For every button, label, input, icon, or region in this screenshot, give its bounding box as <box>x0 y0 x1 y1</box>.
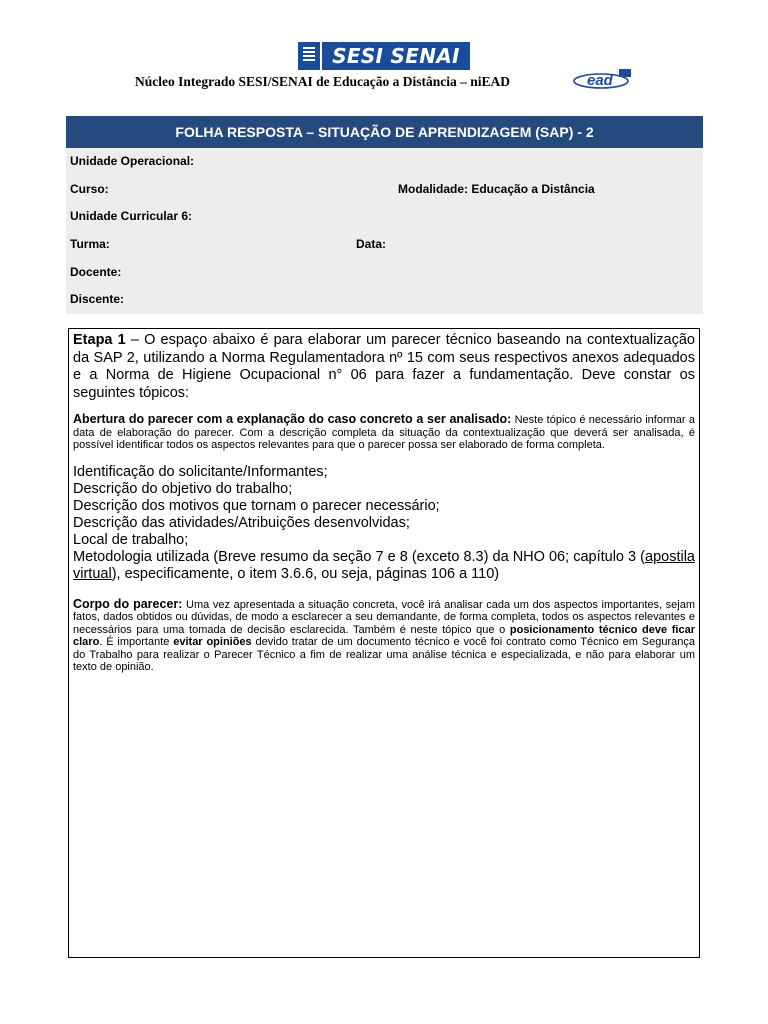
corpo-text-2: . É importante <box>99 636 174 648</box>
list-item: Descrição do objetivo do trabalho; <box>73 480 293 497</box>
corpo-label: Corpo do parecer: <box>73 596 183 611</box>
row-docente <box>66 259 703 287</box>
sheet-title: FOLHA RESPOSTA – SITUAÇÃO DE APRENDIZAGEM (SAP) - 2 <box>66 116 703 148</box>
etapa-label: Etapa 1 <box>73 332 126 348</box>
list-item-metodologia <box>73 549 695 583</box>
sesi-senai-logo <box>298 42 470 70</box>
etapa-paragraph <box>73 332 695 402</box>
list-item: Local de trabalho; <box>73 531 189 548</box>
logo-emblem-icon <box>298 42 322 70</box>
metodologia-text-after: ), especificamente, o item 3.6.6, ou seja, páginas 106 a 110) <box>111 565 500 582</box>
label-discente: Discente: <box>70 292 125 307</box>
answer-box[interactable] <box>68 328 700 958</box>
label-docente: Docente: <box>70 264 122 279</box>
corpo-text-1: Uma vez apresentada a situação concreta, você irá analisar cada um dos aspectos importantes, sejam fatos, dados obtidos ou dúvidas, de modo a esclarecer a seu demandante, de forma completa, todos os aspectos relevantes e necessários para uma tomada de decisão esclarecida. Também é neste tópico que o <box>73 598 695 636</box>
institution-name: Núcleo Integrado SESI/SENAI de Educação a Distância – niEAD <box>135 74 511 89</box>
logo-text: SESI SENAI <box>322 42 470 70</box>
corpo-bold-2: evitar opiniões <box>173 636 252 648</box>
etapa-text: – O espaço abaixo é para elaborar um parecer técnico baseando na contextualização da SAP 2, utilizando a Norma Regulamentadora nº 15 com seus respectivos anexos adequados e a Norma de Higiene Ocupacional n° 06 para fazer a fundamentação. Deve constar os seguintes tópicos: <box>73 332 695 401</box>
row-discente <box>66 286 703 314</box>
corpo-paragraph <box>73 598 695 674</box>
answer-sheet-header <box>66 116 703 314</box>
apostila-virtual-link[interactable]: apostila virtual <box>73 548 695 582</box>
abertura-text: Neste tópico é necessário informar a data de elaboração do parecer. Com a descrição completa da situação da contextualização que deverá ser analisada, é possível identificar todos os aspectos relevantes para que o parecer possa ser elaborado de forma completa. <box>73 414 695 451</box>
label-curso: Curso: <box>70 181 109 196</box>
label-modalidade: Modalidade: Educação a Distância <box>398 181 595 196</box>
row-unidade-operacional <box>66 148 703 176</box>
label-data: Data: <box>356 237 387 252</box>
corpo-text-3: devido tratar de um documento técnico e você foi contrato como Técnico em Segurança do Trabalho para realizar o Parecer Técnico a fim de realizar uma análise técnica e especializada, e não para elaborar um texto de opinião. <box>73 636 695 673</box>
label-unidade-curricular: Unidade Curricular 6: <box>70 209 193 224</box>
abertura-label: Abertura do parecer com a explanação do caso concreto a ser analisado: <box>73 412 512 426</box>
corpo-bold-1: posicionamento técnico deve ficar claro <box>73 623 695 648</box>
abertura-paragraph <box>73 413 695 452</box>
list-item: Identificação do solicitante/Informantes; <box>73 463 328 480</box>
list-item: Descrição dos motivos que tornam o parecer necessário; <box>73 497 440 514</box>
topics-list <box>73 464 695 583</box>
metodologia-text-before: Metodologia utilizada (Breve resumo da seção 7 e 8 (exceto 8.3) da NHO 06; capítulo 3 ( <box>73 548 646 565</box>
fields-block <box>66 148 703 314</box>
label-unidade-operacional: Unidade Operacional: <box>70 154 195 168</box>
ead-logo-text: ead <box>587 72 613 89</box>
ead-logo-icon <box>573 68 633 92</box>
row-curso <box>66 176 703 204</box>
list-item: Descrição das atividades/Atribuições desenvolvidas; <box>73 514 410 531</box>
row-turma <box>66 231 703 259</box>
row-unidade-curricular <box>66 203 703 231</box>
label-turma: Turma: <box>70 237 110 252</box>
